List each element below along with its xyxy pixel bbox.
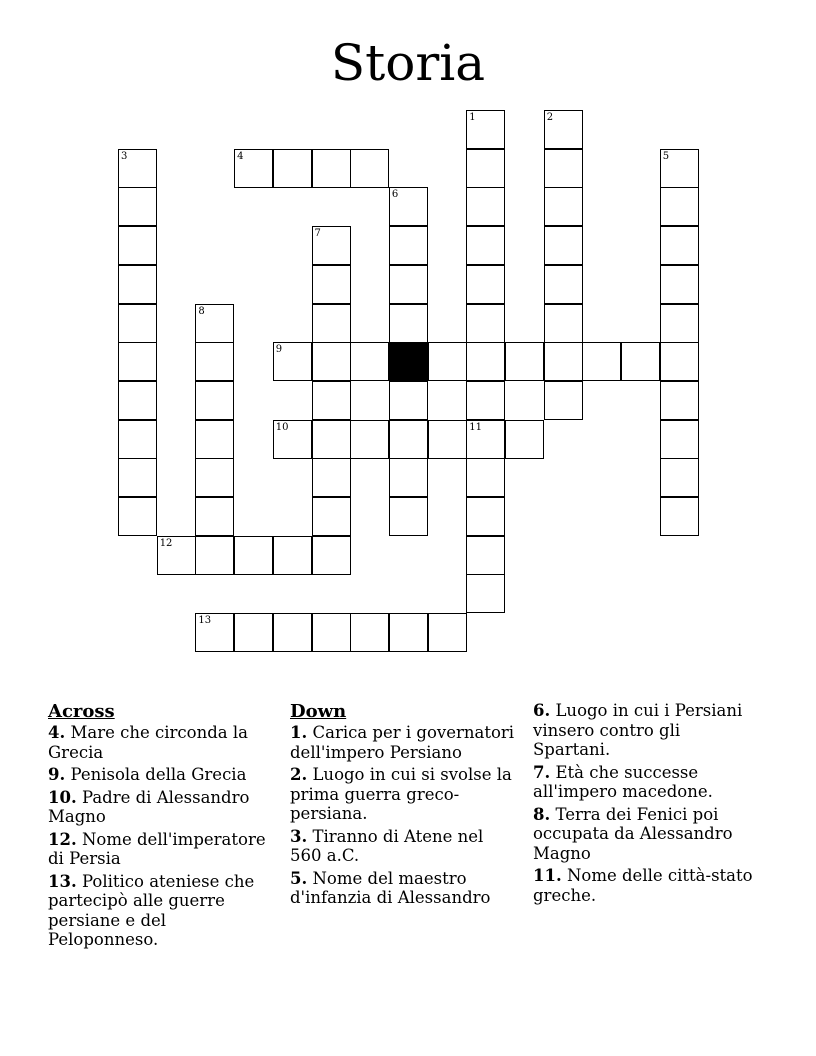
grid-cell[interactable] <box>660 381 699 420</box>
grid-cell[interactable] <box>466 265 505 304</box>
across-clue <box>48 830 274 869</box>
grid-cell[interactable] <box>312 381 351 420</box>
block-cell <box>389 342 428 381</box>
grid-cell[interactable] <box>621 342 660 381</box>
clue-text: Luogo in cui i Persiani vinsero contro gli Spartani. <box>533 701 743 759</box>
clue-number: 13. <box>48 871 77 891</box>
grid-cell[interactable] <box>195 342 234 381</box>
grid-cell[interactable] <box>195 536 234 575</box>
grid-cell[interactable] <box>118 304 157 343</box>
clue-number: 7 <box>314 228 321 240</box>
grid-cell[interactable] <box>118 226 157 265</box>
grid-cell[interactable] <box>157 536 196 575</box>
grid-cell[interactable] <box>118 342 157 381</box>
grid-cell[interactable] <box>195 381 234 420</box>
grid-cell[interactable] <box>312 149 351 188</box>
clue-number: 10. <box>48 787 77 807</box>
grid-cell[interactable] <box>195 304 234 343</box>
grid-cell[interactable] <box>466 149 505 188</box>
grid-cell[interactable] <box>312 613 351 652</box>
grid-cell[interactable] <box>544 187 583 226</box>
grid-cell[interactable] <box>389 265 428 304</box>
grid-cell[interactable] <box>582 342 621 381</box>
grid-cell[interactable] <box>660 265 699 304</box>
clue-number: 11. <box>533 866 562 885</box>
grid-cell[interactable] <box>273 420 312 459</box>
clue-text: Mare che circonda la Grecia <box>48 723 248 762</box>
grid-cell[interactable] <box>660 187 699 226</box>
grid-cell[interactable] <box>466 342 505 381</box>
grid-cell[interactable] <box>660 226 699 265</box>
grid-cell[interactable] <box>466 187 505 226</box>
grid-cell[interactable] <box>389 226 428 265</box>
clue-number: 12 <box>159 537 173 549</box>
grid-cell[interactable] <box>273 536 312 575</box>
grid-cell[interactable] <box>660 458 699 497</box>
down-clues-continued <box>533 701 759 908</box>
clue-text: Penisola della Grecia <box>65 765 247 784</box>
clue-number: 7. <box>533 762 551 782</box>
clue-text: Tiranno di Atene nel 560 a.C. <box>290 826 484 865</box>
clue-text: Carica per i governatori dell'impero Persiano <box>290 723 515 762</box>
clue-text: Nome del maestro d'infanzia di Alessandro <box>290 868 491 907</box>
clue-number: 10 <box>275 421 289 433</box>
grid-cell[interactable] <box>195 497 234 536</box>
down-clue <box>290 765 516 824</box>
grid-cell[interactable] <box>544 110 583 149</box>
grid-cell[interactable] <box>544 304 583 343</box>
clue-text: Età che successe all'impero macedone. <box>533 762 713 801</box>
grid-cell[interactable] <box>273 613 312 652</box>
grid-cell[interactable] <box>428 613 467 652</box>
clue-number: 5. <box>290 868 308 888</box>
clue-number: 12. <box>48 829 77 849</box>
grid-cell[interactable] <box>466 536 505 575</box>
down-clue <box>290 869 516 908</box>
across-clue <box>48 788 274 827</box>
grid-cell[interactable] <box>234 613 273 652</box>
grid-cell[interactable] <box>234 536 273 575</box>
grid-cell[interactable] <box>544 342 583 381</box>
grid-cell[interactable] <box>312 420 351 459</box>
grid-cell[interactable] <box>466 110 505 149</box>
grid-cell[interactable] <box>660 304 699 343</box>
down-clue <box>533 805 759 864</box>
across-heading: Across <box>48 701 115 722</box>
grid-cell[interactable] <box>312 226 351 265</box>
grid-cell[interactable] <box>118 265 157 304</box>
grid-cell[interactable] <box>505 342 544 381</box>
grid-cell[interactable] <box>350 613 389 652</box>
grid-cell[interactable] <box>505 420 544 459</box>
grid-cell[interactable] <box>466 381 505 420</box>
grid-cell[interactable] <box>195 458 234 497</box>
grid-cell[interactable] <box>389 497 428 536</box>
down-heading: Down <box>290 701 347 722</box>
grid-cell[interactable] <box>312 304 351 343</box>
clue-number: 3. <box>290 826 308 846</box>
grid-cell[interactable] <box>312 497 351 536</box>
grid-cell[interactable] <box>118 381 157 420</box>
clue-number: 5 <box>662 150 670 162</box>
puzzle-title: Storia <box>330 34 486 92</box>
grid-cell[interactable] <box>350 149 389 188</box>
clue-number: 9 <box>275 344 283 356</box>
grid-cell[interactable] <box>466 497 505 536</box>
grid-cell[interactable] <box>389 613 428 652</box>
grid-cell[interactable] <box>389 304 428 343</box>
grid-cell[interactable] <box>428 342 467 381</box>
grid-cell[interactable] <box>195 613 234 652</box>
grid-cell[interactable] <box>660 497 699 536</box>
grid-cell[interactable] <box>660 149 699 188</box>
clue-number: 4 <box>237 150 244 162</box>
grid-cell[interactable] <box>312 342 351 381</box>
clue-number: 1 <box>469 112 476 123</box>
clue-text: Terra dei Fenici poi occupata da Alessandro Magno <box>533 804 733 863</box>
grid-cell[interactable] <box>544 149 583 188</box>
clue-number: 6 <box>391 189 399 201</box>
grid-cell[interactable] <box>544 265 583 304</box>
across-clue <box>48 765 274 785</box>
down-clue <box>290 723 516 762</box>
grid-cell[interactable] <box>350 342 389 381</box>
down-clue <box>533 701 759 760</box>
grid-cell[interactable] <box>118 187 157 226</box>
grid-cell[interactable] <box>466 226 505 265</box>
grid-cell[interactable] <box>466 574 505 613</box>
down-clue <box>533 763 759 802</box>
grid-cell[interactable] <box>350 420 389 459</box>
down-clue <box>290 827 516 866</box>
grid-cell[interactable] <box>466 458 505 497</box>
clue-number: 8 <box>198 305 205 317</box>
clue-text: Padre di Alessandro Magno <box>48 787 250 826</box>
grid-cell[interactable] <box>195 420 234 459</box>
clue-number: 2 <box>546 112 554 123</box>
grid-cell[interactable] <box>273 342 312 381</box>
grid-cell[interactable] <box>660 342 699 381</box>
clue-number: 2. <box>290 765 308 784</box>
clue-text: Politico ateniese che partecipò alle guerre persiane e del Peloponneso. <box>48 871 255 949</box>
clue-text: Luogo in cui si svolse la prima guerra greco-persiana. <box>290 765 512 823</box>
clue-number: 6. <box>533 701 551 720</box>
grid-cell[interactable] <box>466 304 505 343</box>
clue-number: 13 <box>198 615 212 627</box>
clue-number: 1. <box>290 723 308 742</box>
grid-cell[interactable] <box>389 420 428 459</box>
grid-cell[interactable] <box>118 458 157 497</box>
clue-number: 8. <box>533 804 551 824</box>
grid-cell[interactable] <box>466 420 505 459</box>
clue-number: 3 <box>121 150 128 162</box>
grid-cell[interactable] <box>234 149 273 188</box>
grid-cell[interactable] <box>118 420 157 459</box>
across-clue <box>48 872 274 950</box>
clue-text: Nome delle città-stato greche. <box>533 866 753 905</box>
grid-cell[interactable] <box>273 149 312 188</box>
grid-cell[interactable] <box>389 381 428 420</box>
across-clue <box>48 723 274 762</box>
grid-cell[interactable] <box>660 420 699 459</box>
down-clue <box>533 866 759 905</box>
down-clues <box>290 701 516 911</box>
clue-text: Nome dell'imperatore di Persia <box>48 829 266 868</box>
grid-cell[interactable] <box>312 536 351 575</box>
grid-cell[interactable] <box>544 226 583 265</box>
grid-cell[interactable] <box>118 497 157 536</box>
grid-cell[interactable] <box>544 381 583 420</box>
clue-number: 4. <box>48 723 66 742</box>
grid-cell[interactable] <box>389 458 428 497</box>
grid-cell[interactable] <box>312 458 351 497</box>
grid-cell[interactable] <box>118 149 157 188</box>
grid-cell[interactable] <box>428 420 467 459</box>
clue-number: 9. <box>48 765 66 784</box>
grid-cell[interactable] <box>389 187 428 226</box>
clue-number: 11 <box>469 421 483 433</box>
across-clues <box>48 701 274 953</box>
grid-cell[interactable] <box>312 265 351 304</box>
